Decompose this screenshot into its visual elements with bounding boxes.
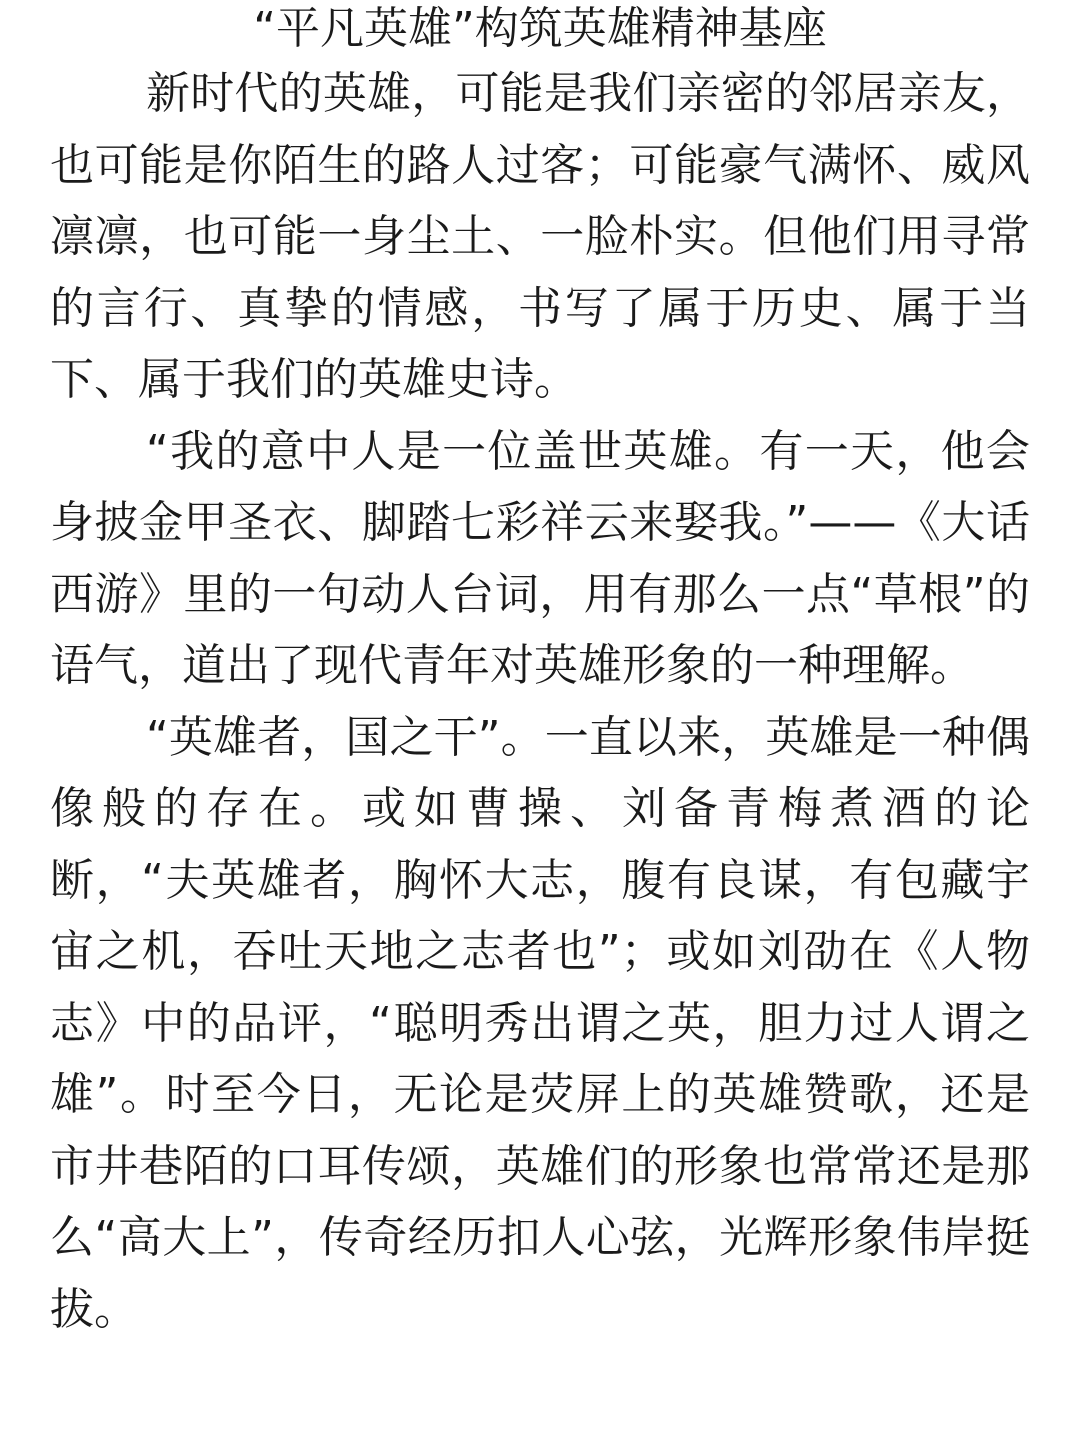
article-title: “平凡英雄”构筑英雄精神基座	[253, 3, 827, 54]
article	[50, 0, 1030, 1345]
paragraph-2: “我的意中人是一位盖世英雄。有一天，他会身披金甲圣衣、脚踏七彩祥云来娶我。”——《大话西游》里的一句动人台词，用有那么一点“草根”的语气，道出了现代青年对英雄形象的一种理解。	[50, 425, 1030, 691]
paragraph-1: 新时代的英雄，可能是我们亲密的邻居亲友，也可能是你陌生的路人过客；可能豪气满怀、威风凛凛，也可能一身尘土、一脸朴实。但他们用寻常的言行、真挚的情感，书写了属于历史、属于当下、属于我们的英雄史诗。	[50, 68, 1030, 405]
paragraph-3: “英雄者，国之干”。一直以来，英雄是一种偶像般的存在。或如曹操、刘备青梅煮酒的论断，“夫英雄者，胸怀大志，腹有良谋，有包藏宇宙之机，吞吐天地之志者也”；或如刘劭在《人物志》中的品评，“聪明秀出谓之英，胆力过人谓之雄”。时至今日，无论是荧屏上的英雄赞歌，还是市井巷陌的口耳传颂，英雄们的形象也常常还是那么“高大上”，传奇经历扣人心弦，光辉形象伟岸挺拔。	[50, 711, 1030, 1335]
